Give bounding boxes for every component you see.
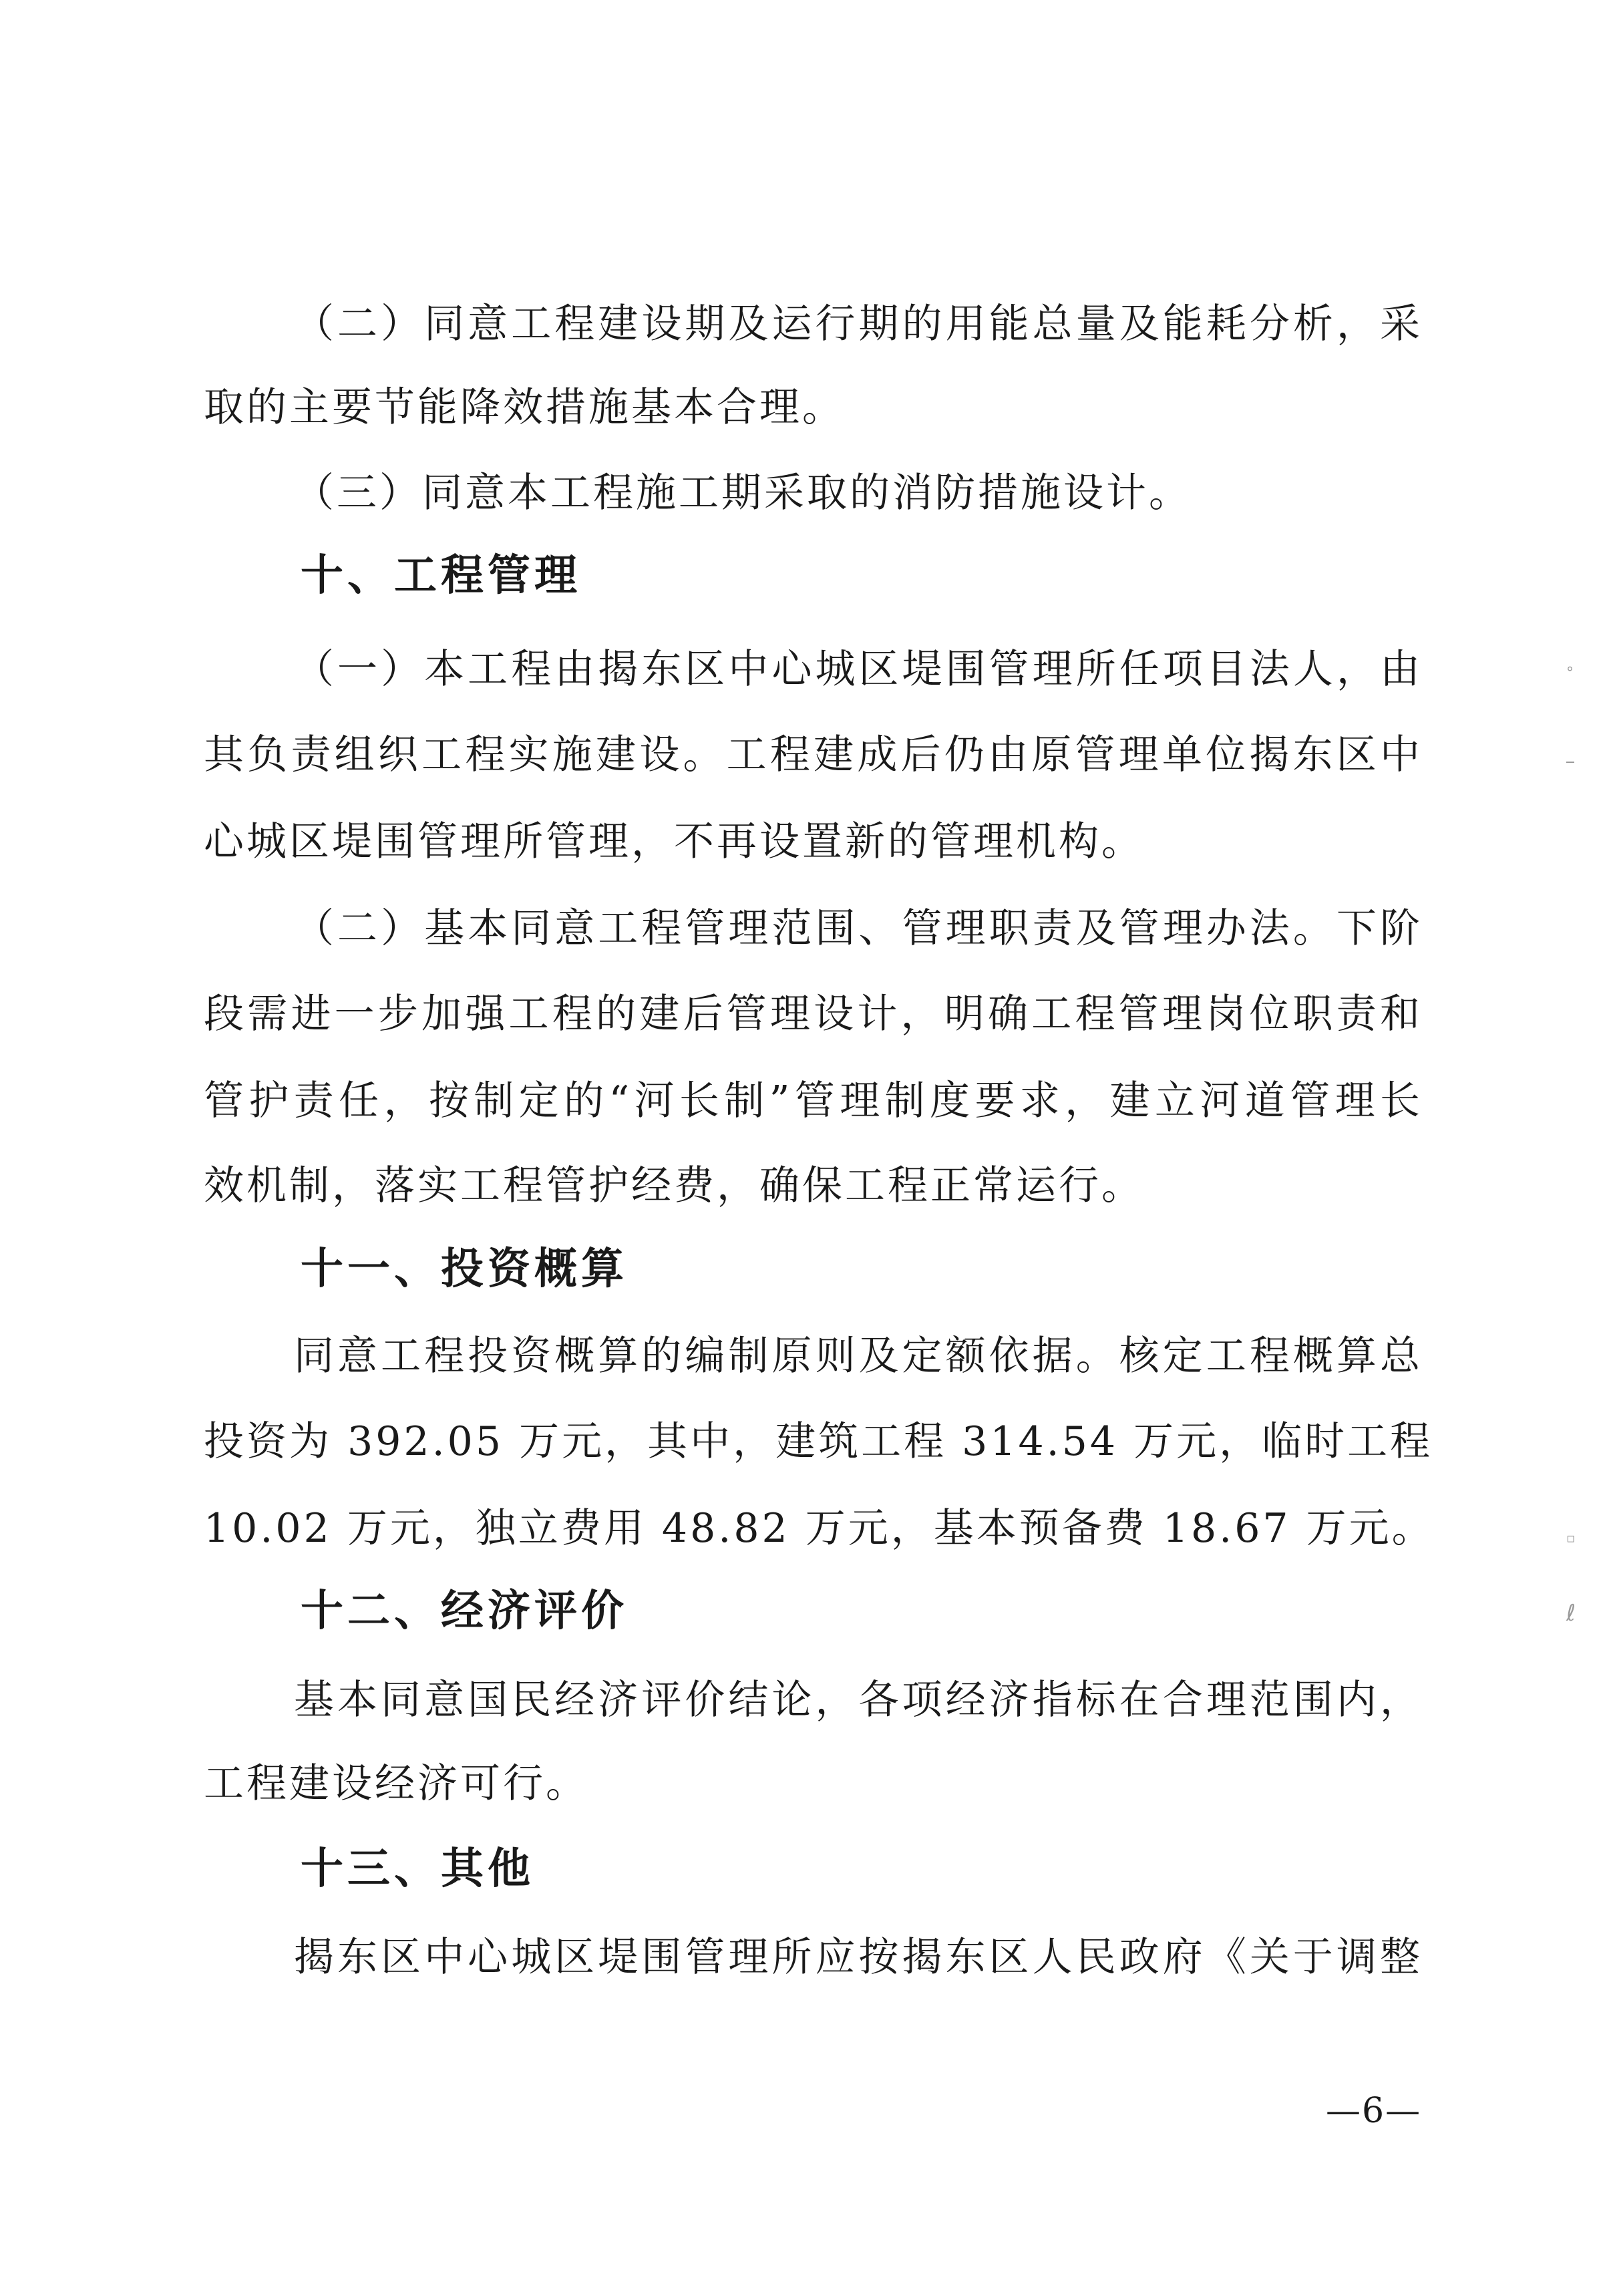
section-heading: 十、工程管理 xyxy=(301,551,581,601)
paragraph-line: （二）基本同意工程管理范围、管理职责及管理办法。下阶 xyxy=(294,905,1423,952)
scan-speck: ° xyxy=(1566,665,1574,681)
paragraph-line: （三）同意本工程施工期采取的消防措施设计。 xyxy=(294,470,1192,516)
paragraph-line: 效机制，落实工程管护经费，确保工程正常运行。 xyxy=(204,1162,1144,1209)
paragraph-line: 其负责组织工程实施建设。工程建成后仍由原管理单位揭东区中 xyxy=(204,731,1423,778)
scan-speck: ▫ xyxy=(1566,1530,1576,1546)
scan-speck xyxy=(1566,762,1574,763)
page-number: —6— xyxy=(1326,2091,1422,2131)
paragraph-line: 工程建设经济可行。 xyxy=(204,1760,588,1807)
paragraph-line: 同意工程投资概算的编制原则及定额依据。核定工程概算总 xyxy=(294,1333,1423,1379)
paragraph-line: 揭东区中心城区堤围管理所应按揭东区人民政府《关于调整 xyxy=(294,1934,1423,1981)
paragraph-line: 投资为 392.05 万元，其中，建筑工程 314.54 万元，临时工程 xyxy=(204,1418,1433,1465)
paragraph-line: 取的主要节能降效措施基本合理。 xyxy=(204,384,845,431)
paragraph-line: （一）本工程由揭东区中心城区堤围管理所任项目法人，由 xyxy=(294,646,1423,693)
scan-speck: ℓ xyxy=(1566,1600,1576,1627)
paragraph-line: 段需进一步加强工程的建后管理设计，明确工程管理岗位职责和 xyxy=(204,991,1423,1037)
section-heading: 十一、投资概算 xyxy=(301,1245,628,1294)
paragraph-line: 管护责任，按制定的“河长制”管理制度要求，建立河道管理长 xyxy=(204,1078,1423,1124)
paragraph-line: （二）同意工程建设期及运行期的用能总量及能耗分析，采 xyxy=(294,301,1423,347)
paragraph-line: 10.02 万元，独立费用 48.82 万元，基本预备费 18.67 万元。 xyxy=(204,1505,1435,1552)
paragraph-line: 心城区堤围管理所管理，不再设置新的管理机构。 xyxy=(204,818,1144,865)
section-heading: 十三、其他 xyxy=(301,1844,534,1894)
paragraph-line: 基本同意国民经济评价结论，各项经济指标在合理范围内， xyxy=(294,1677,1423,1724)
section-heading: 十二、经济评价 xyxy=(301,1587,628,1636)
